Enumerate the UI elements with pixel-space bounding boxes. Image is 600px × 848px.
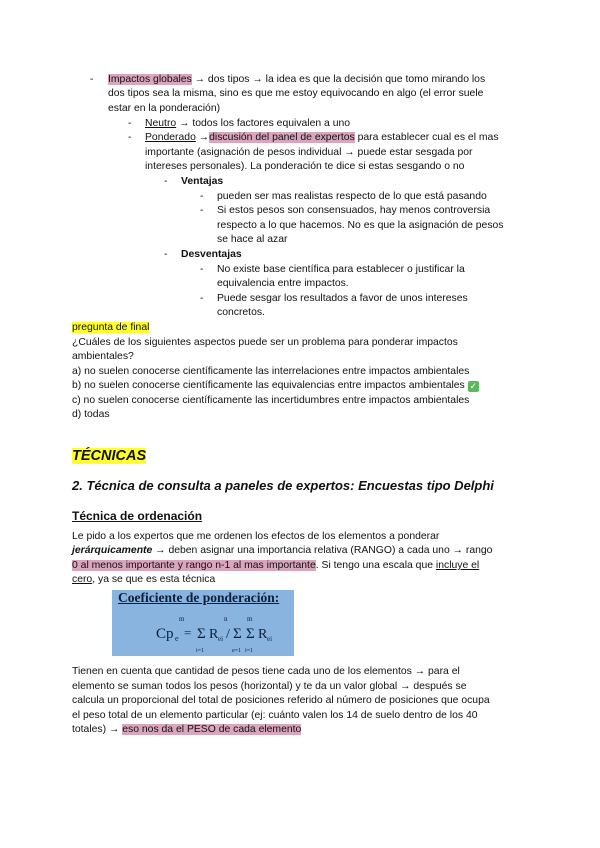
neutro-label: Neutro	[145, 118, 177, 129]
p2-line-1: Tienen en cuenta que cantidad de pesos tiene cada uno de los elementos → para el	[72, 666, 460, 677]
p2-line-3: calcula un proporcional del total de posiciones referido al número de posiciones que ocupa	[72, 695, 490, 706]
bullet-dash: -	[90, 74, 94, 85]
sum-lower-i: i=1	[196, 648, 205, 654]
term-sub-1: ei	[218, 635, 224, 643]
p1-line-2: jerárquicamente → deben asignar una importancia relativa (RANGO) a cada uno → rango	[72, 545, 493, 556]
ponderado-line-3: intereses personales). La ponderación te dice si estas sesgando o no	[145, 161, 465, 172]
section-heading: TÉCNICAS	[72, 448, 147, 464]
check-icon: ✓	[469, 381, 478, 391]
ponderado-label: Ponderado	[145, 132, 196, 143]
p1-line-1: Le pido a los expertos que me ordenen los efectos de los elementos a ponderar	[72, 531, 440, 542]
bullet-dash: -	[200, 264, 204, 275]
sum-2: Σ	[233, 626, 242, 642]
sum-lower-i2: i=1	[245, 648, 254, 654]
formula-title: Coeficiente de ponderación:	[118, 590, 280, 605]
bullet-dash: -	[128, 118, 132, 129]
term-r-1: R	[209, 627, 219, 642]
p1-line-3: 0 al menos importante y rango n-1 al mas importante. Si tengo una escala que incluye el	[72, 560, 480, 571]
ponderado-line-1: Ponderado →discusión del panel de expertos para establecer cual es el mas	[145, 132, 499, 143]
exam-option-c: c) no suelen conocerse científicamente las incertidumbres entre impactos ambientales	[72, 395, 470, 406]
p1-line-4: cero, ya se que es esta técnica	[72, 574, 216, 585]
formula-slash: /	[226, 627, 230, 642]
exam-option-b: b) no suelen conocerse científicamente las equivalencias entre impactos ambientales ✓	[72, 380, 478, 391]
desventajas-item-2a: Puede sesgar los resultados a favor de unos intereses	[217, 293, 468, 304]
p2-line-5: totales) → eso nos da el PESO de cada elemento	[72, 724, 302, 735]
sum-upper-m: m	[179, 615, 185, 623]
desventajas-item-1b: equivalencia entre impactos.	[217, 278, 349, 289]
formula-lhs-sub: e	[175, 634, 179, 643]
desventajas-item-2b: concretos.	[217, 307, 265, 318]
method-heading: Técnica de ordenación	[72, 509, 203, 523]
ventajas-item-1: pueden ser mas realistas respecto de lo que está pasando	[217, 191, 487, 202]
desventajas-item-1a: No existe base científica para establecer o justificar la	[217, 264, 465, 275]
exam-question-1: ¿Cuáles de los siguientes aspectos puede ser un problema para ponderar impactos	[72, 337, 458, 348]
ventajas-item-2b: respecto a lo que hacemos. No es que la asignación de pesos	[217, 220, 504, 231]
ventajas-title: Ventajas	[181, 176, 224, 187]
formula-image	[112, 590, 294, 656]
sum-lower-e: e=1	[232, 648, 242, 654]
bullet-dash: -	[128, 132, 132, 143]
bullet-dash: -	[200, 293, 204, 304]
formula-equation	[112, 590, 294, 656]
formula-equals: =	[184, 625, 192, 640]
ventajas-item-2c: se hace al azar	[217, 234, 288, 245]
neutro-line: Neutro → todos los factores equivalen a uno	[145, 118, 351, 129]
sum-upper-n: n	[224, 615, 228, 623]
ponderado-line-2: importante (asignación de pesos individual → puede estar sesgada por	[145, 147, 473, 158]
impactos-line-1: Impactos globales → dos tipos → la idea es que la decisión que tomo mirando los	[108, 74, 486, 85]
bullet-dash: -	[164, 249, 168, 260]
p2-line-4: el peso total de un elemento particular (ej: cuánto valen los 14 de suelo dentro de los 40	[72, 710, 478, 721]
desventajas-title: Desventajas	[181, 249, 242, 260]
exam-option-a: a) no suelen conocerse científicamente las interrelaciones entre impactos ambientales	[72, 366, 470, 377]
term-sub-2: ei	[267, 635, 273, 643]
impactos-line-2: dos tipos sea la misma, sino es que me estoy equivocando en algo (el error suele	[108, 88, 484, 99]
sum-upper-m2: m	[247, 615, 253, 623]
ventajas-item-2a: Si estos pesos son consensuados, hay menos controversia	[217, 205, 491, 216]
term-r-2: R	[258, 627, 268, 642]
p2-line-2: elemento se suman todos los pesos (horizontal) y te da un valor global → después se	[72, 681, 467, 692]
bullet-dash: -	[200, 191, 204, 202]
bullet-dash: -	[164, 176, 168, 187]
exam-option-d: d) todas	[72, 409, 110, 420]
exam-tag: pregunta de final	[72, 322, 150, 333]
sum-1: Σ	[197, 626, 206, 642]
exam-question-2: ambientales?	[72, 351, 134, 362]
ponderado-highlight: discusión del panel de expertos	[209, 132, 355, 143]
formula-lhs: Cp	[156, 626, 174, 642]
impactos-line-3: estar en la ponderación)	[108, 103, 221, 114]
sum-3: Σ	[246, 626, 255, 642]
subsection-heading: 2. Técnica de consulta a paneles de expertos: Encuestas tipo Delphi	[72, 478, 494, 493]
bullet-dash: -	[200, 205, 204, 216]
impactos-label: Impactos globales	[108, 74, 192, 85]
